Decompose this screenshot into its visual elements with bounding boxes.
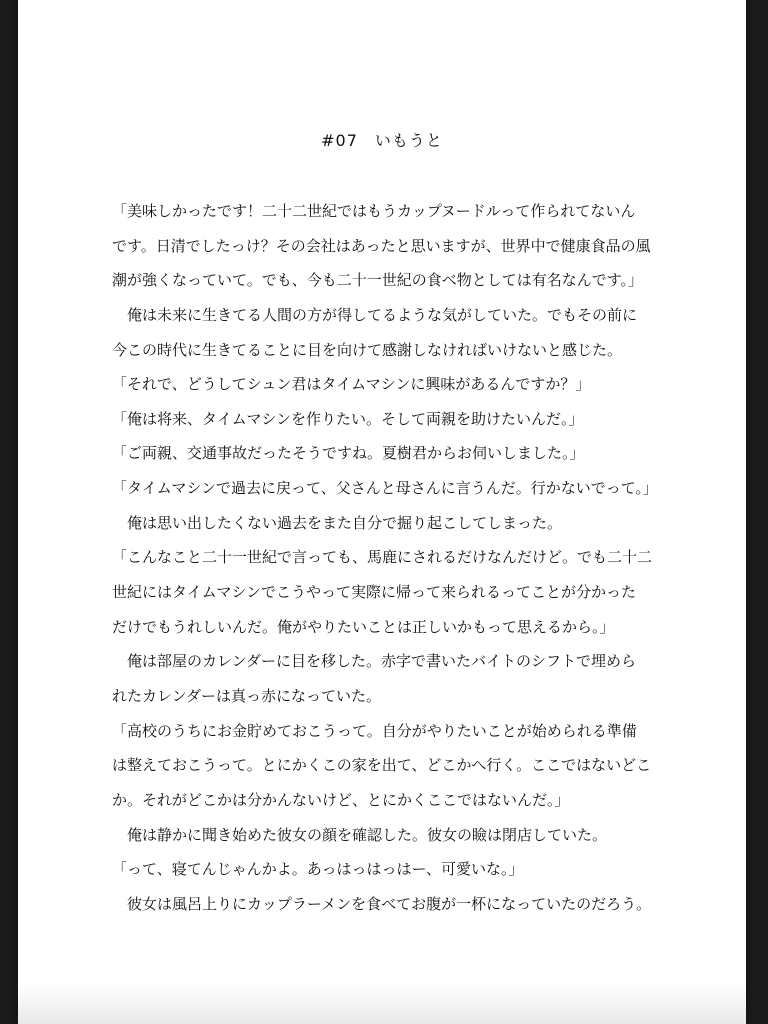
text-line: 俺は静かに聞き始めた彼女の顔を確認した。彼女の瞼は閉店していた。 [112,825,608,844]
text-line: 「高校のうちにお金貯めておこうって。自分がやりたいことが始められる準備 [112,721,637,740]
chapter-title: #07 いもうと [321,131,443,150]
text-line: 俺は思い出したくない過去をまた自分で掘り起こしてしまった。 [112,513,563,532]
document-page [18,0,746,1024]
text-line: 彼女は風呂上りにカップラーメンを食べてお腹が一杯になっていたのだろう。 [112,894,652,913]
text-line: 「俺は将来、タイムマシンを作りたい。そして両親を助けたいんだ。」 [112,409,584,428]
text-line: 「それで、どうしてシュン君はタイムマシンに興味があるんですか？」 [112,375,591,394]
text-line: 俺は未来に生きてる人間の方が得してるような気がしていた。でもその前に [112,305,638,324]
text-line: だけでもうれしいんだ。俺がやりたいことは正しいかもって思えるから。」 [112,617,615,636]
text-line: 「美味しかったです！二十二世紀ではもうカップヌードルって作られてないん [112,202,636,220]
text-line: 俺は部屋のカレンダーに目を移した。赤字で書いたバイトのシフトで埋めら [112,652,637,671]
text-line: れたカレンダーは真っ赤になっていた。 [112,686,382,705]
text-line: 「って、寝てんじゃんかよ。あっはっはっはー、可愛いな。」 [112,860,524,879]
text-line: 「タイムマシンで過去に戻って、父さんと母さんに言うんだ。行かないでって。」 [112,479,658,498]
text-line: は整えておこうって。とにかくこの家を出て、どこかへ行く。ここではないどこ [112,756,652,775]
text-line: です。日清でしたっけ？その会社はあったと思いますが、世界中で健康食品の風 [112,236,651,255]
text-line: か。それがどこかは分かんないけど、とにかくここではないんだ。」 [112,790,570,809]
page-bottom-shadow [18,984,746,1024]
body-text [112,194,672,921]
text-line: 「ご両親、交通事故だったそうですね。夏樹君からお伺いしました。」 [112,444,585,463]
text-line: 「こんなこと二十一世紀で言っても、馬鹿にされるだけなんだけど。でも二十二 [112,548,653,567]
text-line: 世紀にはタイムマシンでこうやって実際に帰って来られるってことが分かった [112,583,637,602]
text-line: 潮が強くなっていて。でも、今も二十一世紀の食べ物としては有名なんです。」 [112,271,644,290]
text-line: 今この時代に生きてることに目を向けて感謝しなければいけないと感じた。 [112,340,623,359]
